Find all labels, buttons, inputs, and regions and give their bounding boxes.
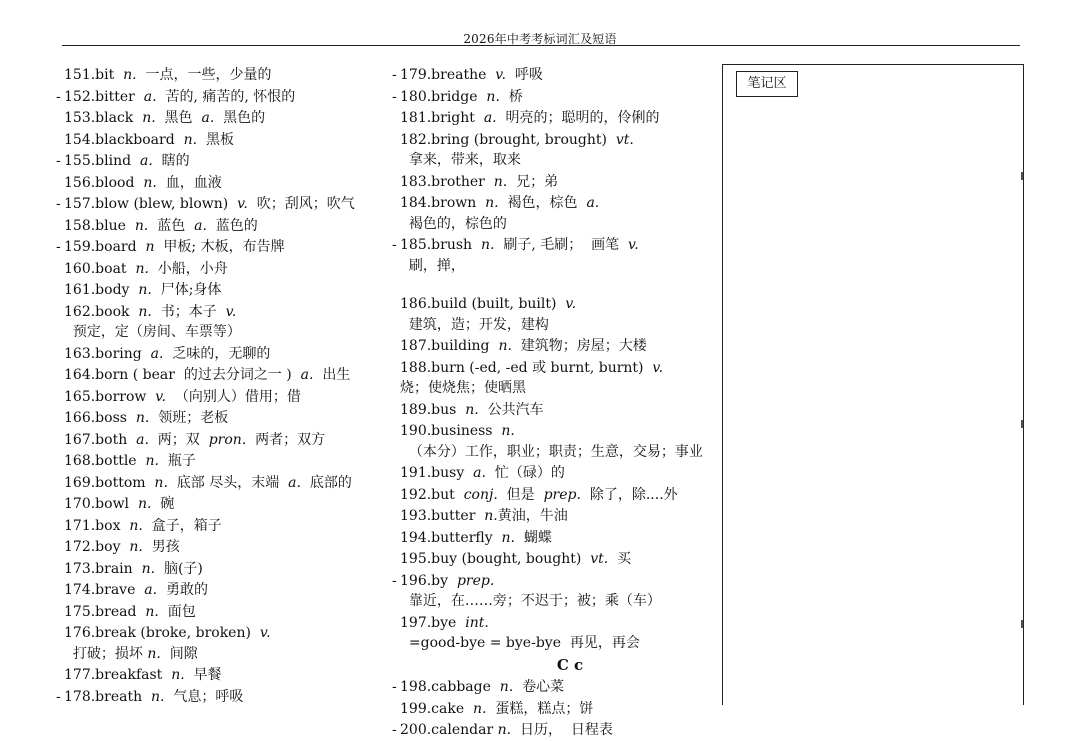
part-of-speech: a.	[150, 345, 164, 362]
margin-tick	[1021, 620, 1023, 628]
entry-text: 底部 尽头，末端	[167, 474, 289, 491]
entry-text: 167.both	[64, 431, 137, 448]
entry-text: 脑(子)	[155, 560, 203, 577]
entry-text: 187.building	[400, 338, 499, 354]
entry-text: 197.bye	[400, 614, 466, 631]
entry-text: 175.bread	[64, 603, 146, 620]
entry-marker: -	[56, 688, 61, 705]
entry-text: 碗	[151, 496, 175, 512]
vocab-entry	[56, 687, 364, 708]
part-of-speech: v.	[565, 296, 577, 312]
entry-text: 154.blackboard	[64, 131, 184, 148]
vocab-entry	[400, 485, 700, 506]
part-of-speech: a.	[143, 88, 157, 105]
part-of-speech: n.	[143, 174, 157, 191]
vocab-entry	[392, 65, 700, 86]
vocab-entry	[400, 130, 700, 171]
entry-text: 180.bridge	[400, 88, 487, 105]
entry-text: 面包	[158, 603, 196, 620]
part-of-speech: int.	[465, 614, 489, 631]
entry-marker: -	[56, 239, 61, 255]
entry-text: 183.brother	[400, 173, 494, 190]
entry-marker: -	[392, 67, 397, 83]
entry-text: 189.bus	[400, 401, 466, 418]
vocab-entry	[64, 665, 364, 686]
vocab-entry	[64, 559, 364, 580]
part-of-speech: n.	[123, 67, 137, 83]
entry-text: 蓝色的	[206, 217, 258, 234]
entry-text: 190.business	[400, 423, 502, 439]
part-of-speech: n.	[501, 423, 515, 439]
vocab-entry	[64, 302, 364, 343]
entry-text: 188.burn (-ed, -ed 或 burnt, burnt)	[400, 359, 653, 376]
entry-text: 早餐	[184, 667, 222, 683]
entry-marker: -	[392, 88, 397, 105]
page-header: 2026年中考考标词汇及短语	[463, 32, 617, 46]
vocab-entry	[64, 516, 364, 537]
part-of-speech: v.	[155, 388, 166, 405]
vocab-entry	[64, 387, 364, 408]
entry-text: 尸体;身体	[151, 282, 222, 298]
header-divider	[62, 45, 1020, 46]
vocab-entry	[400, 613, 700, 654]
entry-text: 烧；使烧焦；使晒黑	[400, 380, 526, 396]
part-of-speech: n.	[171, 667, 185, 683]
entry-text: 黑色的	[214, 110, 266, 126]
entry-text: 勇敢的	[157, 582, 208, 598]
entry-text: 160.boat	[64, 260, 136, 277]
part-of-speech: n	[145, 239, 155, 255]
entry-text: 两者；双方	[246, 431, 326, 448]
entry-text: 153.black	[64, 110, 143, 126]
entry-text: 182.bring (brought, brought)	[400, 131, 616, 148]
part-of-speech: n.	[141, 560, 156, 577]
vocab-entry	[400, 108, 700, 129]
entry-text: 瞎的	[152, 153, 190, 169]
part-of-speech: n.	[493, 173, 508, 190]
part-of-speech: prep.	[543, 486, 581, 503]
vocab-entry	[392, 720, 700, 741]
part-of-speech: n.	[498, 338, 512, 354]
entry-text: 领班；老板	[149, 410, 229, 426]
entry-text: =good-bye = bye-bye 再见，再会	[400, 635, 640, 651]
part-of-speech: v.	[259, 625, 271, 641]
entry-marker: -	[56, 153, 61, 169]
vocab-entry	[400, 294, 700, 335]
part-of-speech: a.	[473, 465, 486, 481]
entry-marker: -	[392, 572, 397, 589]
vocab-entry	[400, 699, 700, 720]
vocab-entry	[64, 451, 364, 472]
entry-text: 176.break (broke, broken)	[64, 625, 260, 641]
part-of-speech: vt.	[615, 131, 634, 148]
vocab-entry	[64, 408, 364, 429]
part-of-speech: n.	[484, 508, 498, 524]
entry-text: 181.bright	[400, 110, 484, 126]
part-of-speech: v.	[237, 196, 248, 212]
entry-text: 178.breath	[64, 688, 152, 705]
vocab-entry	[64, 473, 364, 494]
vocab-entry	[400, 336, 700, 357]
margin-tick	[1021, 420, 1023, 428]
entry-text: 预定，定（房间、车票等）	[64, 324, 241, 340]
entry-text: 买	[608, 551, 632, 567]
entry-text: 161.body	[64, 282, 139, 298]
entry-text: 乏味的，无聊的	[163, 345, 271, 362]
vocab-entry	[64, 537, 364, 558]
entry-text: 卷心菜	[513, 679, 565, 695]
entry-text: 靠近，在……旁；不迟于；被；乘（车）	[400, 593, 661, 609]
part-of-speech: a.	[586, 195, 600, 211]
entry-text: 瓶子	[158, 453, 196, 469]
vocab-entry	[64, 108, 364, 129]
part-of-speech: a.	[300, 367, 314, 383]
vocab-entry	[56, 151, 364, 172]
entry-text: 男孩	[142, 539, 180, 555]
notes-label: 笔记区	[736, 71, 798, 97]
entry-text: 162.book	[64, 303, 139, 320]
entry-text: 199.cake	[400, 700, 474, 717]
vocab-entry	[400, 400, 700, 421]
entry-text: 194.butterfly	[400, 529, 502, 546]
vocab-entry	[400, 172, 700, 193]
entry-text: 日历， 日程表	[511, 722, 613, 738]
entry-text: 蛋糕，糕点；饼	[486, 700, 594, 717]
vocab-entry	[64, 173, 364, 194]
entry-text: 151.bit	[64, 67, 124, 83]
vocab-entry	[64, 602, 364, 623]
vocab-entry	[64, 430, 364, 451]
vocab-entry	[400, 506, 700, 527]
entry-text: 177.breakfast	[64, 667, 172, 683]
entry-text: 169.bottom	[64, 474, 155, 491]
part-of-speech: pron.	[208, 431, 247, 448]
entry-text: 书；本子	[151, 303, 226, 320]
entry-text: 193.butter	[400, 508, 485, 524]
part-of-speech: n.	[473, 700, 487, 717]
entry-text: 盒子，箱子	[142, 517, 222, 534]
part-of-speech: n.	[151, 688, 165, 705]
part-of-speech: a.	[483, 110, 497, 126]
entry-text: （本分）工作，职业；职责；生意，交易；事业	[400, 443, 703, 460]
entry-text: 159.board	[64, 239, 146, 255]
entry-text: 168.bottle	[64, 453, 146, 469]
part-of-speech: v.	[628, 237, 639, 253]
part-of-speech: a.	[201, 110, 215, 126]
entry-text: 166.boss	[64, 410, 136, 426]
vocab-entry	[64, 494, 364, 515]
entry-text: 忙（碌）的	[485, 465, 565, 481]
entry-text: 黑板	[197, 131, 234, 148]
part-of-speech: n.	[485, 195, 499, 211]
part-of-speech: n.	[129, 539, 143, 555]
part-of-speech: v.	[495, 67, 506, 83]
entry-text: 血，血液	[156, 174, 222, 191]
vocab-entry	[64, 259, 364, 280]
entry-text: 蝴蝶	[515, 529, 552, 546]
vocab-entry	[392, 571, 700, 612]
vocab-entry	[64, 216, 364, 237]
vocab-entry	[64, 130, 364, 151]
part-of-speech: n.	[465, 401, 479, 418]
entry-text: 小船，小舟	[148, 260, 228, 277]
entry-text: 明亮的；聪明的，伶俐的	[496, 110, 660, 126]
entry-marker: -	[56, 88, 61, 105]
entry-text: 171.box	[64, 517, 130, 534]
entry-text: 两；双	[148, 431, 209, 448]
entry-text: 桥	[499, 88, 523, 105]
vocab-entry	[64, 580, 364, 601]
vocab-entry	[400, 358, 700, 399]
part-of-speech: n.	[480, 237, 495, 253]
entry-text: 褐色，棕色	[498, 195, 587, 211]
entry-text: 186.build (built, built)	[400, 296, 566, 312]
part-of-speech: n.	[135, 410, 150, 426]
vocab-entry	[400, 421, 703, 462]
entry-text: 170.bowl	[64, 496, 138, 512]
entry-text: 刷子, 毛刷； 画笔	[494, 237, 629, 253]
part-of-speech: v.	[652, 359, 664, 376]
part-of-speech: n.	[135, 260, 149, 277]
part-of-speech: n.	[145, 603, 159, 620]
entry-text: 一点，一些，少量的	[136, 67, 272, 83]
part-of-speech: n.	[145, 453, 159, 469]
section-heading: C c	[556, 655, 584, 674]
part-of-speech: n.	[134, 217, 149, 234]
vocab-entry	[64, 344, 364, 365]
entry-text: 174.brave	[64, 582, 145, 598]
part-of-speech: n.	[499, 679, 514, 695]
vocab-entry	[400, 463, 700, 484]
entry-text: 出生	[313, 367, 351, 383]
part-of-speech: n.	[138, 303, 152, 320]
entry-text: 185.brush	[400, 237, 481, 253]
entry-text: 179.breathe	[400, 67, 496, 83]
part-of-speech: n.	[137, 496, 152, 512]
entry-marker: -	[392, 237, 397, 253]
part-of-speech: a.	[139, 153, 153, 169]
part-of-speech: conj.	[463, 486, 498, 503]
entry-text: 155.blind	[64, 153, 140, 169]
vocab-entry	[400, 193, 700, 234]
notes-box	[722, 64, 1024, 705]
entry-text: 192.but	[400, 486, 464, 503]
entry-text: 172.boy	[64, 539, 130, 555]
vocab-entry	[392, 677, 700, 698]
entry-text: 198.cabbage	[400, 679, 500, 695]
entry-text: 气息；呼吸	[164, 688, 244, 705]
entry-text: （向别人）借用；借	[165, 388, 301, 405]
vocab-entry	[64, 280, 364, 301]
part-of-speech: v.	[225, 303, 237, 320]
entry-text: 184.brown	[400, 195, 486, 211]
entry-text: 苦的, 痛苦的, 怀恨的	[156, 88, 296, 105]
entry-text: 兄；弟	[507, 173, 559, 190]
entry-text: 173.brain	[64, 560, 142, 577]
entry-text: 建筑，造；开发，建构	[400, 316, 549, 333]
vocab-entry	[64, 623, 364, 664]
entry-marker: -	[392, 679, 397, 695]
entry-text: 甲板; 木板，布告牌	[154, 239, 285, 255]
entry-text: 200.calendar	[400, 722, 498, 738]
part-of-speech: a.	[136, 431, 149, 448]
vocab-entry	[56, 87, 364, 108]
vocab-entry	[56, 194, 364, 215]
part-of-speech: n.	[497, 722, 512, 738]
entry-marker: -	[392, 722, 397, 738]
part-of-speech: a.	[194, 217, 207, 234]
entry-text: 163.boring	[64, 345, 151, 362]
vocab-entry	[56, 237, 364, 258]
part-of-speech: n.	[142, 110, 156, 126]
vocab-entry	[400, 528, 700, 549]
part-of-speech: n.	[183, 131, 198, 148]
entry-text: 黄油，牛油	[497, 508, 568, 524]
entry-text: 褐色的，棕色的	[400, 215, 507, 232]
part-of-speech: n.	[154, 474, 168, 491]
entry-text: 157.blow (blew, blown)	[64, 196, 238, 212]
entry-text: 间隙	[160, 645, 198, 662]
part-of-speech: vt.	[590, 551, 609, 567]
entry-text: 公共汽车	[478, 401, 544, 418]
entry-text: 196.by	[400, 572, 457, 589]
entry-text: 但是	[497, 486, 544, 503]
entry-text: 拿来，带来，取来	[400, 152, 521, 168]
entry-text: 打破；损坏	[64, 645, 148, 662]
part-of-speech: n.	[147, 645, 161, 662]
vocab-entry	[392, 87, 700, 108]
margin-tick	[1021, 172, 1023, 180]
part-of-speech: prep.	[456, 572, 495, 589]
vocab-column-left	[56, 64, 364, 707]
entry-text: 152.bitter	[64, 88, 144, 105]
entry-text: 165.borrow	[64, 388, 156, 405]
part-of-speech: n.	[486, 88, 500, 105]
entry-text: 156.blood	[64, 174, 144, 191]
part-of-speech: a.	[144, 582, 158, 598]
part-of-speech: n.	[138, 282, 152, 298]
vocab-entry	[400, 549, 700, 570]
part-of-speech: a.	[288, 474, 301, 491]
entry-text: 158.blue	[64, 217, 135, 234]
part-of-speech: n.	[501, 529, 515, 546]
vocab-entry	[64, 365, 364, 386]
vocab-entry	[64, 65, 364, 86]
part-of-speech: n.	[129, 517, 143, 534]
entry-text: 吹；刮风；吹气	[247, 196, 355, 212]
entry-text: 除了，除....外	[580, 486, 678, 503]
entry-text: 建筑物；房屋；大楼	[511, 338, 647, 354]
entry-text: 191.busy	[400, 465, 474, 481]
entry-text: 195.buy (bought, bought)	[400, 551, 591, 567]
entry-text: 呼吸	[506, 67, 543, 83]
entry-marker: -	[56, 196, 61, 212]
entry-text: 164.born ( bear 的过去分词之一 )	[64, 367, 301, 383]
vocab-entry	[392, 235, 700, 276]
entry-text: 底部的	[300, 474, 352, 491]
entry-text: 黑色	[155, 110, 202, 126]
entry-text: 刷，掸，	[400, 257, 465, 274]
vocab-column-right	[392, 64, 703, 741]
entry-text: 蓝色	[148, 217, 195, 234]
